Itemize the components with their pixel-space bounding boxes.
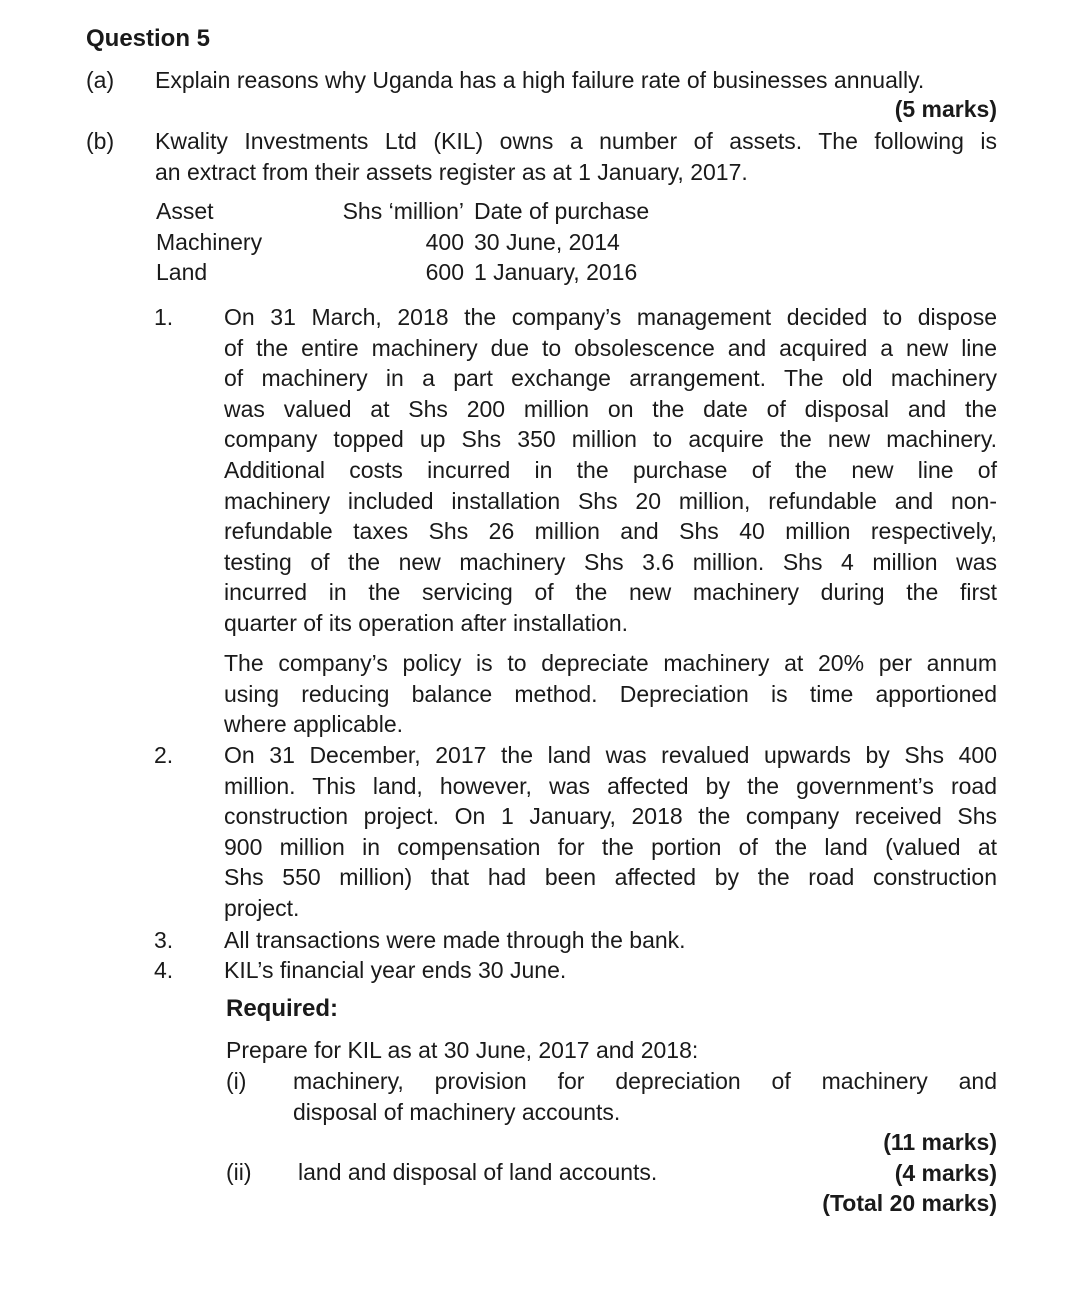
cell-amount: 400 [425, 228, 464, 255]
table-row [156, 257, 649, 288]
header-amount: Shs ‘million’ [342, 198, 464, 224]
total-marks: (Total 20 marks) [822, 1190, 997, 1217]
required-item-ii-text: land and disposal of land accounts. [298, 1159, 658, 1185]
cell-asset: Land [156, 259, 208, 286]
note-line: The company’s policy is to depreciate machinery at 20% per annum [224, 650, 997, 676]
required-line: machinery, provision for depreciation of machinery and [293, 1068, 997, 1094]
note-line: Additional costs incurred in the purchase of the new line of [224, 456, 997, 483]
asset-register-table [156, 196, 649, 288]
note-line: where applicable. [224, 711, 404, 738]
note-line: of the entire machinery due to obsolescence and acquired a new line [224, 334, 997, 361]
marks-summary [720, 1127, 997, 1219]
note-line: million. This land, however, was affected by the government’s road [224, 772, 997, 799]
note-line: company topped up Shs 350 million to acquire the new machinery. [224, 426, 997, 453]
note-line: using reducing balance method. Depreciation is time apportioned [224, 680, 997, 707]
part-a-text: Explain reasons why Uganda has a high failure rate of businesses annually. [155, 67, 925, 93]
required-item-i-text [293, 1066, 997, 1127]
note-1-text [224, 302, 997, 639]
required-heading: Required: [226, 995, 339, 1022]
note-line: On 31 December, 2017 the land was revalued upwards by Shs 400 [224, 742, 997, 768]
note-line: On 31 March, 2018 the company’s management decided to dispose [224, 304, 997, 330]
note-line: construction project. On 1 January, 2018 the company received Shs [224, 803, 997, 830]
note-2-text [224, 740, 997, 924]
part-a-label: (a) [86, 67, 115, 93]
note-number: 1. [154, 304, 174, 330]
part-b-label: (b) [86, 128, 115, 154]
part-a-marks: (5 marks) [894, 96, 997, 122]
note-line: quarter of its operation after installation. [224, 609, 629, 636]
cell-date: 30 June, 2014 [474, 228, 620, 255]
note-line: was valued at Shs 200 million on the date of disposal and the [224, 395, 997, 422]
item-i-marks: (11 marks) [883, 1129, 997, 1155]
table-row [156, 227, 649, 258]
part-b-intro-line: Kwality Investments Ltd (KIL) owns a number of assets. The following is [155, 128, 997, 154]
header-asset: Asset [156, 198, 214, 224]
item-ii-marks: (4 marks) [894, 1159, 997, 1186]
required-line: disposal of machinery accounts. [293, 1098, 621, 1125]
note-3-text: All transactions were made through the bank. [224, 927, 686, 953]
note-4-text: KIL’s financial year ends 30 June. [224, 957, 567, 983]
question-title: Question 5 [86, 25, 211, 52]
note-line: testing of the new machinery Shs 3.6 million. Shs 4 million was [224, 548, 997, 575]
cell-date: 1 January, 2016 [474, 259, 638, 286]
note-line: Shs 550 million) that had been affected by the road construction [224, 864, 997, 891]
note-line: of machinery in a part exchange arrangement. The old machinery [224, 365, 997, 392]
note-number: 4. [154, 957, 174, 983]
header-date: Date of purchase [474, 198, 650, 224]
note-line: machinery included installation Shs 20 million, refundable and non- [224, 487, 997, 514]
note-line: refundable taxes Shs 26 million and Shs 40 million respectively, [224, 518, 997, 545]
note-line: 900 million in compensation for the portion of the land (valued at [224, 833, 997, 860]
note-number: 2. [154, 742, 174, 768]
cell-amount: 600 [425, 259, 464, 286]
cell-asset: Machinery [156, 228, 263, 255]
required-item-label: (ii) [226, 1159, 252, 1185]
part-b-intro [155, 126, 997, 187]
required-intro: Prepare for KIL as at 30 June, 2017 and 2018: [226, 1037, 699, 1063]
note-number: 3. [154, 927, 174, 953]
note-1-policy [224, 648, 997, 740]
part-b-intro-line: an extract from their assets register as at 1 January, 2017. [155, 158, 748, 185]
note-line: incurred in the servicing of the new machinery during the first [224, 579, 997, 606]
table-header-row [156, 196, 649, 227]
required-item-label: (i) [226, 1068, 247, 1094]
note-line: project. [224, 894, 300, 921]
